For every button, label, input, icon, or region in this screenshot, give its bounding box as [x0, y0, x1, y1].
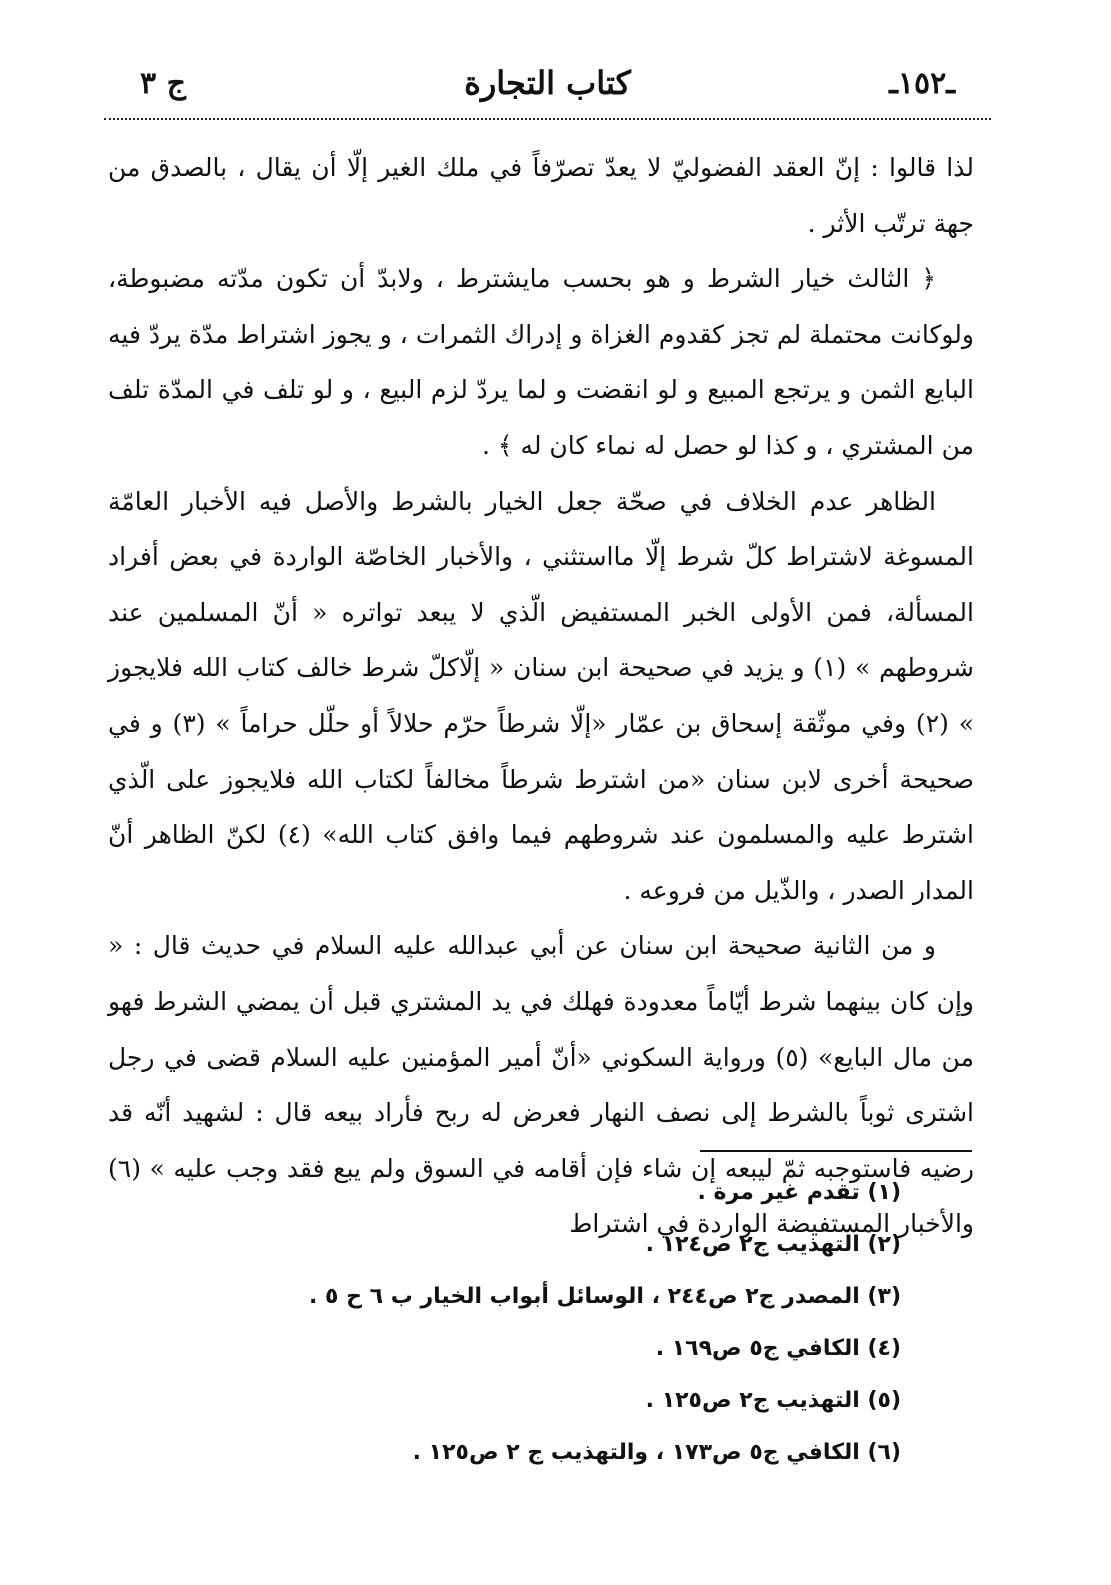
- footnote: (٦) الكافي ج٥ ص١٧٣ ، والتهذيب ج ٢ ص١٢٥ .: [412, 1440, 901, 1465]
- footnote: (٥) التهذيب ج٢ ص١٢٥ .: [645, 1388, 901, 1413]
- paragraph: ﴿ الثالث خيار الشرط و هو بحسب مايشترط ، ولابدّ أن تكون مدّته مضبوطة، ولوكانت محتملة لم تجز كقدوم الغزاة و إدراك الثمرات ، و يجوز اشتراط مدّة يردّ فيه البايع الثمن و يرتجع المبيع و لو انقضت و لما يردّ لزم البيع ، و لو تلف في المدّة تلف من المشتري ، و كذا لو حصل له نماء كان له ﴾ .: [108, 264, 974, 460]
- paragraph: و من الثانية صحيحة ابن سنان عن أبي عبدالله عليه السلام في حديث قال : « وإن كان بينهما شرط أيّاماً معدودة فهلك في يد المشتري قبل أن يمضي الشرط فهو من مال البايع» (٥) ورواية السكوني «أنّ أمير المؤمنين عليه السلام قضى في رجل اشترى ثوباً بالشرط إلى نصف النهار فعرض له ربح فأراد بيعه قال : لشهيد أنّه قد رضيه فاستوجبه ثمّ ليبعه إن شاء فإن أقامه في السوق ولم يبع فقد وجب عليه » (٦) والأخبار المستفيضة الواردة في اشتراط: [108, 931, 974, 1239]
- footnote: (١) تقدم غير مرة .: [697, 1180, 901, 1205]
- paragraph: الظاهر عدم الخلاف في صحّة جعل الخيار بالشرط والأصل فيه الأخبار العامّة المسوغة لاشتراط كلّ شرط إلّا مااستثني ، والأخبار الخاصّة الواردة في بعض أفراد المسألة، فمن الأولى الخبر المستفيض الّذي لا يبعد تواتره « أنّ المسلمين عند شروطهم » (١) و يزيد في صحيحة ابن سنان « إلّاكلّ شرط خالف كتاب الله فلايجوز » (٢) وفي موثّقة إسحاق بن عمّار «إلّا شرطاً حرّم حلالاً أو حلّل حراماً » (٣) و في صحيحة أخرى لابن سنان «من اشترط شرطاً مخالفاً لكتاب الله فلايجوز على الّذي اشترط عليه والمسلمون عند شروطهم فيما وافق كتاب الله» (٤) لكنّ الظاهر أنّ المدار الصدر ، والذّيل من فروعه .: [108, 486, 974, 905]
- running-title: كتاب التجارة: [464, 64, 631, 102]
- footnote: (٤) الكافي ج٥ ص١٦٩ .: [655, 1336, 901, 1361]
- footnote: (٢) التهذيب ج٢ ص١٢٤ .: [645, 1232, 901, 1257]
- volume-label: ج ٣: [140, 66, 186, 101]
- footnotes: [261, 1178, 901, 1490]
- page-number: ـ١٥٢ـ: [889, 66, 955, 101]
- footnote: (٣) المصدر ج٢ ص٢٤٤ ، الوسائل أبواب الخيار ب ٦ ح ٥ .: [308, 1284, 901, 1309]
- paragraph: لذا قالوا : إنّ العقد الفضوليّ لا يعدّ تصرّفاً في ملك الغير إلّا أن يقال ، بالصدق من جهة ترتّب الأثر .: [108, 153, 974, 238]
- main-text: [108, 140, 974, 1252]
- page-header: [100, 62, 995, 112]
- footnote-divider: [700, 1150, 972, 1152]
- header-divider: [104, 118, 991, 120]
